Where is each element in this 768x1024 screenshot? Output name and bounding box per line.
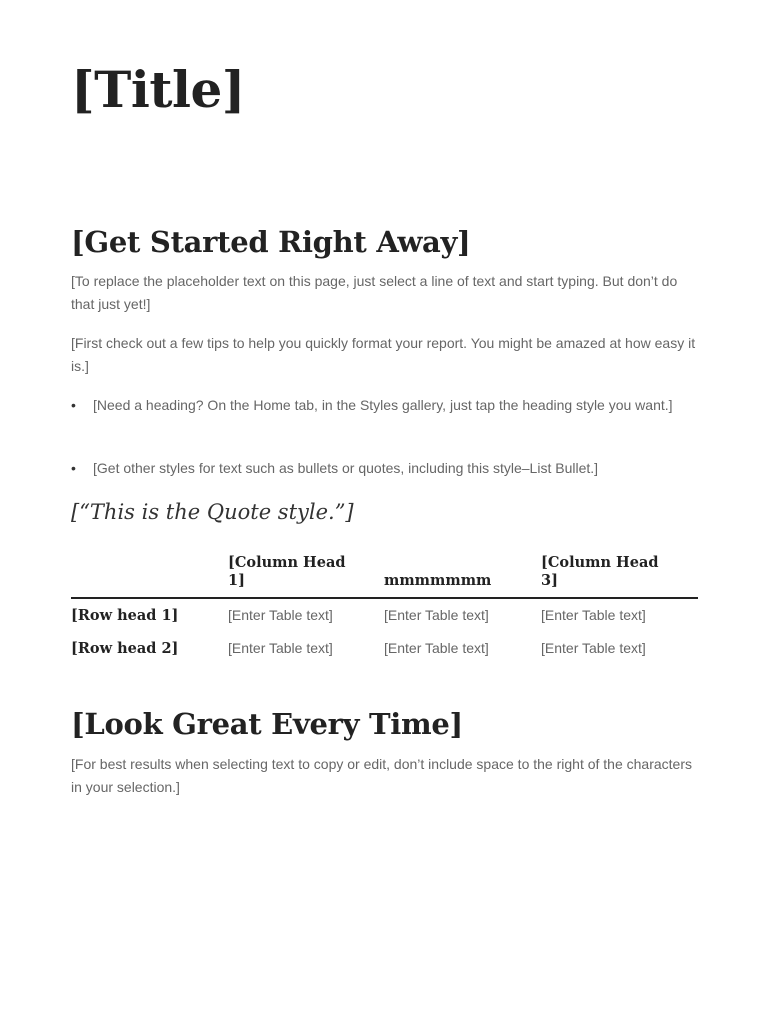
table-header-column-3[interactable]: [Column Head 3]: [541, 552, 698, 598]
table-cell[interactable]: [Enter Table text]: [228, 607, 333, 623]
table-header-row: [71, 552, 698, 598]
list-item-text: [Need a heading? On the Home tab, in the Styles gallery, just tap the heading style you want.]: [93, 397, 673, 413]
table-cell[interactable]: [Enter Table text]: [384, 607, 489, 623]
body-paragraph-replace-placeholder[interactable]: [To replace the placeholder text on this page, just select a line of text and start typing. But don’t do that just yet!]: [71, 273, 678, 312]
data-table: [71, 552, 698, 665]
list-item[interactable]: [71, 394, 721, 417]
bullet-icon: •: [71, 397, 76, 413]
table-row: [71, 598, 698, 632]
table-row-head[interactable]: [Row head 1]: [71, 607, 179, 624]
table-cell[interactable]: [Enter Table text]: [384, 640, 489, 656]
body-paragraph-best-results[interactable]: [For best results when selecting text to copy or edit, don’t include space to the right of the characters in your selection.]: [71, 756, 692, 795]
table-header-empty[interactable]: [71, 552, 228, 598]
table-header-column-1[interactable]: [Column Head 1]: [228, 552, 384, 598]
document-title[interactable]: [Title]: [71, 60, 245, 119]
table-cell[interactable]: [Enter Table text]: [541, 607, 646, 623]
quote-text[interactable]: [“This is the Quote style.”]: [71, 500, 354, 524]
table-cell[interactable]: [Enter Table text]: [541, 640, 646, 656]
table-header-column-2[interactable]: mmmmmmm: [384, 552, 541, 598]
table-row: [71, 632, 698, 665]
list-item-text: [Get other styles for text such as bullets or quotes, including this style–List Bullet.]: [93, 460, 599, 476]
table-cell[interactable]: [Enter Table text]: [228, 640, 333, 656]
bullet-icon: •: [71, 460, 76, 476]
table-row-head[interactable]: [Row head 2]: [71, 640, 179, 657]
section-heading-look-great[interactable]: [Look Great Every Time]: [71, 707, 463, 741]
list-item[interactable]: [71, 457, 721, 480]
section-heading-get-started[interactable]: [Get Started Right Away]: [71, 225, 471, 259]
body-paragraph-tips[interactable]: [First check out a few tips to help you quickly format your report. You might be amazed at how easy it is.]: [71, 335, 696, 374]
